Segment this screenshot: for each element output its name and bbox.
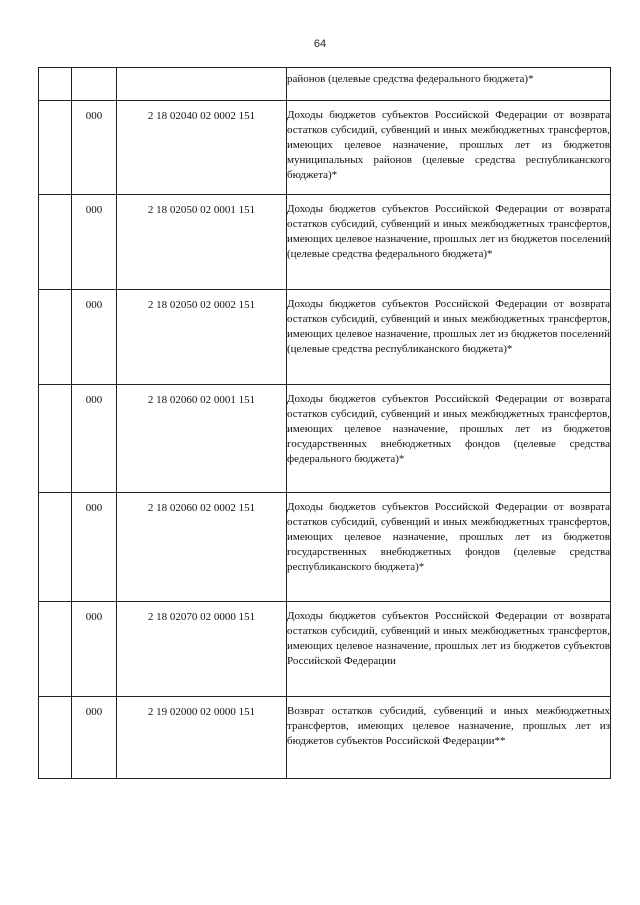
table-cell-empty	[39, 101, 72, 195]
description-cell: районов (целевые средства федерального бюджета)*	[287, 68, 611, 101]
table-cell-empty	[39, 697, 72, 779]
table-cell-empty	[39, 68, 72, 101]
admin-code-cell: 000	[72, 493, 117, 602]
table-row	[39, 602, 611, 697]
description-cell: Доходы бюджетов субъектов Российской Федерации от возврата остатков субсидий, субвенций и иных межбюджетных трансфертов, имеющих целевое назначение, прошлых лет из бюджетов государственных внебюджетных фондов (целевые средства федерального бюджета)*	[287, 385, 611, 493]
admin-code-cell: 000	[72, 195, 117, 290]
table-cell-empty	[39, 602, 72, 697]
table-cell-empty	[39, 195, 72, 290]
description-cell: Доходы бюджетов субъектов Российской Федерации от возврата остатков субсидий, субвенций и иных межбюджетных трансфертов, имеющих целевое назначение, прошлых лет из бюджетов муниципальных районов (целевые средства республиканского бюджета)*	[287, 101, 611, 195]
description-cell: Доходы бюджетов субъектов Российской Федерации от возврата остатков субсидий, субвенций и иных межбюджетных трансфертов, имеющих целевое назначение, прошлых лет из бюджетов поселений (целевые средства федерального бюджета)*	[287, 195, 611, 290]
description-cell: Доходы бюджетов субъектов Российской Федерации от возврата остатков субсидий, субвенций и иных межбюджетных трансфертов, имеющих целевое назначение, прошлых лет из бюджетов поселений (целевые средства республиканского бюджета)*	[287, 290, 611, 385]
budget-code-cell: 2 19 02000 02 0000 151	[117, 697, 287, 779]
page-number: 64	[313, 38, 327, 50]
table-row	[39, 385, 611, 493]
table-cell-empty	[39, 290, 72, 385]
budget-code-cell	[117, 68, 287, 101]
table-row	[39, 290, 611, 385]
admin-code-cell: 000	[72, 385, 117, 493]
budget-code-cell: 2 18 02050 02 0001 151	[117, 195, 287, 290]
table-row	[39, 101, 611, 195]
budget-code-cell: 2 18 02060 02 0001 151	[117, 385, 287, 493]
admin-code-cell: 000	[72, 602, 117, 697]
description-cell: Доходы бюджетов субъектов Российской Федерации от возврата остатков субсидий, субвенций и иных межбюджетных трансфертов, имеющих целевое назначение, прошлых лет из бюджетов государственных внебюджетных фондов (целевые средства республиканского бюджета)*	[287, 493, 611, 602]
budget-codes-table	[38, 67, 611, 779]
admin-code-cell: 000	[72, 697, 117, 779]
table-row	[39, 195, 611, 290]
table-cell-empty	[39, 493, 72, 602]
budget-code-cell: 2 18 02040 02 0002 151	[117, 101, 287, 195]
admin-code-cell: 000	[72, 101, 117, 195]
table-row	[39, 697, 611, 779]
admin-code-cell: 000	[72, 290, 117, 385]
budget-code-cell: 2 18 02050 02 0002 151	[117, 290, 287, 385]
admin-code-cell	[72, 68, 117, 101]
table-row	[39, 493, 611, 602]
description-cell: Доходы бюджетов субъектов Российской Федерации от возврата остатков субсидий, субвенций и иных межбюджетных трансфертов, имеющих целевое назначение, прошлых лет из бюджетов субъектов Российской Федерации	[287, 602, 611, 697]
description-cell: Возврат остатков субсидий, субвенций и иных межбюджетных трансфертов, имеющих целевое назначение, прошлых лет из бюджетов субъектов Российской Федерации**	[287, 697, 611, 779]
budget-code-cell: 2 18 02060 02 0002 151	[117, 493, 287, 602]
table-cell-empty	[39, 385, 72, 493]
budget-code-cell: 2 18 02070 02 0000 151	[117, 602, 287, 697]
table-row-continuation	[39, 68, 611, 101]
